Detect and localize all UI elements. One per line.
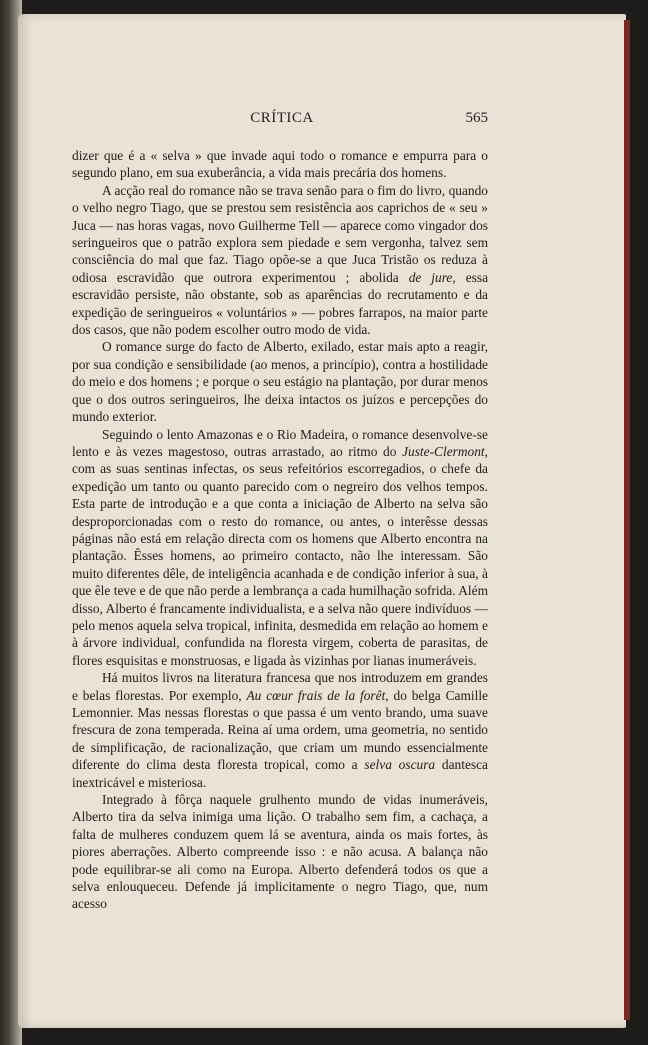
text-run: , essa escravidão persiste, não obstante, sob as aparências do recrutamento e da expedição de seringueiros « voluntários » — pobres farrapos, na maior parte dos casos, que não podem escolher outro modo de vida. — [72, 269, 489, 338]
text-run: A acção real do romance não se trava senão para o fim do livro, quando o velho negro Tiago, que se prestou sem resistência aos caprichos de « seu » Juca — nas horas vagas, novo Guilherme Tell — aparece como vingador dos seringueiros que o patrão explora sem piedade e sem vergonha, talvez sem consciência do mal que faz. Tiago opõe-se a que Juca Tristão os reduza à odiosa escravidão que outrora experimentou ; abolida — [72, 182, 488, 285]
text-run: , do belga Camille Lemonnier. Mas nessas florestas o que passa é um vento brando, uma suave frescura de zona temperada. Reina aí uma ordem, uma geometria, no sentido de simplificação, de racionalização, que criam um mundo essencialmente diferente do clima desta floresta tropical, como a — [72, 687, 488, 773]
text-run: Há muitos livros na literatura francesa que nos introduzem em grandes e belas florestas. Por exemplo, — [72, 670, 488, 703]
italic-text: Juste-Clermont — [402, 443, 485, 459]
italic-text: selva oscura — [364, 757, 436, 773]
text-run: , com as suas sentinas infectas, os seus refeitórios escorregadios, o chefe da expedição um tanto ou quanto parecido com o negreiro dos velhos tempos. Esta parte de introdução e a que conta a iniciação de Alberto na selva são desproporcionadas com o resto do romance, ou antes, o interêsse dessas páginas não está em relação directa com os homens que Alberto encontra na plantação. Êsses homens, ao primeiro contacto, não lhe interessam. São muito diferentes dêle, de inteligência acanhada e de condição inferior à sua, à que êle teve e de que não perde a lembrança a cada humilhação sofrida. Além disso, Alberto é francamente individualista, e a selva não quere indivíduos — pelo menos aquela selva tropical, infinita, desmedida em relação ao homem e à árvore individual, confundida na floresta virgem, coberta de parasitas, de flores esquisitas e monstruosas, e ligada às vizinhas por lianas inumeráveis. — [72, 443, 488, 668]
paragraph — [72, 147, 488, 182]
paragraph — [72, 426, 488, 670]
paragraph — [72, 791, 488, 913]
paragraph — [72, 182, 488, 339]
paragraph — [72, 338, 488, 425]
italic-text: Au cœur frais de la forêt — [246, 687, 386, 703]
paragraph — [72, 669, 488, 791]
italic-text: de jure — [408, 269, 453, 285]
page-edge-strip — [624, 20, 630, 1020]
text-run: dantesca inextricável e misteriosa. — [72, 757, 488, 790]
page-number: 565 — [465, 110, 488, 126]
text-run: Seguindo o lento Amazonas e o Rio Madeira, o romance desenvolve-se lento e às vezes magestoso, outras arrastado, ao ritmo do — [72, 426, 488, 459]
page-header — [76, 110, 488, 130]
text-run: O romance surge do facto de Alberto, exilado, estar mais apto a reagir, por sua condição e sensibilidade (ao menos, a princípio), contra a hostilidade do meio e dos homens ; e porque o seu estágio na plantação, por durar menos que o dos outros seringueiros, lhe deixa intactos os juízos e percepções do mundo exterior. — [72, 339, 488, 425]
text-run: dizer que é a « selva » que invade aqui todo o romance e empurra para o segundo plano, em sua exuberância, a vida mais precária dos homens. — [72, 148, 488, 181]
text-run: Integrado à fôrça naquele grulhento mundo de vidas inumeráveis, Alberto tira da selva inimiga uma lição. O trabalho sem fim, a cachaça, a falta de mulheres conduzem quem lá se aventura, ainda os mais fortes, às piores aberrações. Alberto compreende isso : e não acusa. A balança não pode equilibrar-se ali como na Europa. Alberto defenderá todos os que a selva enlouqueceu. Defende já implicitamente o negro Tiago, que, num acesso — [72, 792, 488, 912]
running-title: CRÍTICA — [250, 110, 314, 126]
body-text — [72, 147, 488, 913]
